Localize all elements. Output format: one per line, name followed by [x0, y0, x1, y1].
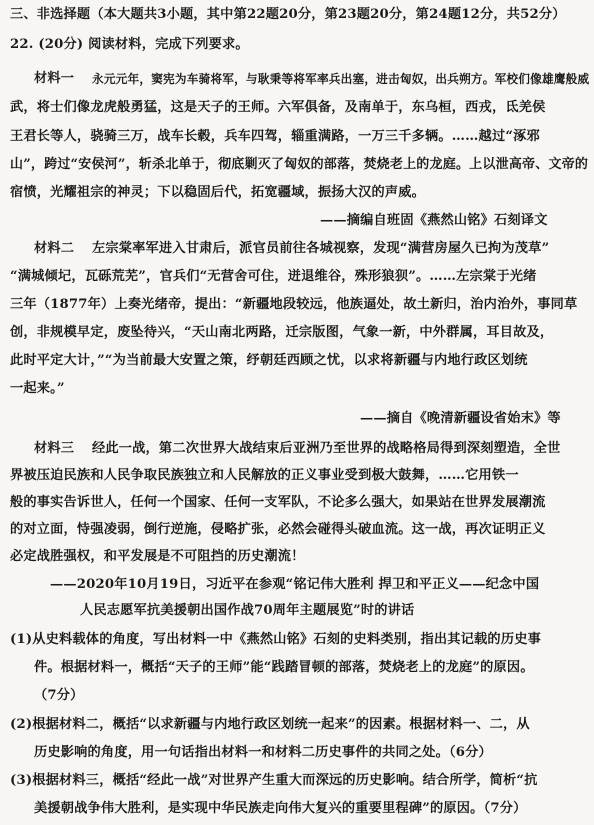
- material-3-label: 材料三: [34, 441, 75, 456]
- material-3-line: 的对立面，恃强凌弱，倒行逆施，侵略扩张，必然会碰得头破血流。这一战，再次证明正义: [10, 522, 546, 537]
- question-1: (1)从史料载体的角度，写出材料一中《燕然山铭》石刻的史料类别，指出其记载的历史事: [10, 632, 541, 647]
- question-1: 件。根据材料一，概括“天子的王师”能“践踏冒顿的部落，焚烧老上的龙庭”的原因。: [34, 660, 534, 675]
- material-1-source: ——摘编自班固《燕然山铭》石刻译文: [320, 213, 548, 228]
- material-1-line: 王君长等人，骁骑三万，战车长毂，兵车四驾，辎重满路，一万三千多辆。……越过“涿邪: [10, 129, 540, 144]
- material-3-line: 般的事实告诉世人，任何一个国家、任何一支军队，不论多么强大，如果站在世界发展潮流: [10, 495, 546, 510]
- question-1: （7分）: [34, 688, 84, 703]
- material-2-line: 左宗棠率军进入甘肃后，派官员前往各城视察，发现“满营房屋久已拘为茂草”: [92, 241, 550, 256]
- material-1-label: 材料一: [34, 71, 75, 86]
- question-3: 美援朝战争伟大胜利，是实现中华民族走向伟大复兴的重要里程碑”的原因。（7分）: [34, 801, 527, 816]
- material-2-line: “满城倾圮，瓦砾荒芜”，官兵们“无营舍可住，迸退维谷，殊形狼狈”。……左宗棠于光绪: [10, 269, 537, 284]
- material-2-line: 一起来。”: [10, 381, 65, 396]
- material-3-line: 界被压迫民族和人民争取民族独立和人民解放的正义事业受到极大鼓舞，……它用铁一: [10, 468, 519, 483]
- material-1-line: 永元元年，窦宪为车骑将军，与耿秉等将军率兵出塞，进击匈奴，出兵朔方。军校们像雄鹰般威: [92, 72, 590, 86]
- material-1-line: 宿愤，光耀祖宗的神灵；下以稳固后代，拓宽疆域，振扬大汉的声威。: [10, 185, 426, 200]
- question-22-heading: 22. (20分) 阅读材料，完成下列要求。: [10, 37, 249, 52]
- material-3-source: 人民志愿军抗美援朝出国作战70周年主题展览”时的讲话: [80, 603, 415, 618]
- material-3-line: 经此一战，第二次世界大战结束后亚洲乃至世界的战略格局得到深刻塑造，全世: [92, 441, 561, 456]
- material-2-line: 创，非规模早定，废坠待兴，“天山南北两路，迁宗版图，气象一新，中外群属，耳目故及，: [10, 325, 554, 340]
- question-3: (3)根据材料三，概括“经此一战”对世界产生重大而深远的历史影响。结合所学，简析“抗: [10, 773, 538, 788]
- question-2: (2)根据材料二，概括“以求新疆与内地行政区划统一起来”的因素。根据材料一、二，从: [10, 717, 530, 732]
- material-2-source: ——摘自《晚清新疆设省始末》等: [360, 411, 561, 426]
- section-header: 三、非选择题（本大题共3小题，其中第22题20分，第23题20分，第24题12分，共52分）: [10, 7, 566, 22]
- material-2-line: 此时平定大计，”“为当前最大安置之策，纾朝廷西顾之忧，以求将新疆与内地行政区划统: [10, 353, 528, 368]
- material-2-label: 材料二: [34, 241, 75, 256]
- material-3-line: 必定战胜强权，和平发展是不可阻挡的历史潮流！: [10, 549, 305, 564]
- question-2: 历史影响的角度，用一句话指出材料一和材料二历史事件的共同之处。（6分）: [34, 745, 492, 760]
- material-1-line: 山”，跨过“安侯河”，斩杀北单于，彻底剿灭了匈奴的部落，焚烧老上的龙庭。上以泄高帝、文帝的: [10, 157, 589, 172]
- material-1-line: 武，将士们像龙虎般勇猛，这是天子的王师。六军俱备，及南单于，东乌桓，西戎，氐羌侯: [10, 100, 546, 115]
- material-3-source: ——2020年10月19日，习近平在参观“铭记伟大胜利 捍卫和平正义——纪念中国: [50, 577, 540, 592]
- material-2-line: 三年（1877年）上奏光绪帝，提出：“新疆地段较远，他族逼处，故土新归，治内治外，事同草: [10, 297, 578, 312]
